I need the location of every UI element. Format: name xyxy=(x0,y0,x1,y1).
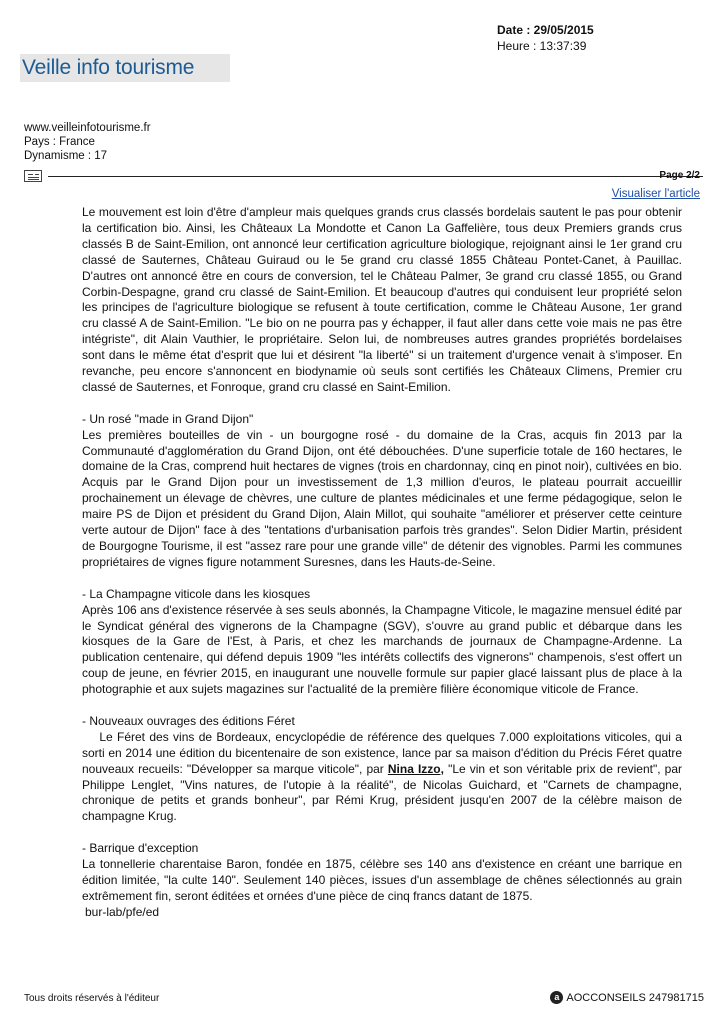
section-champagne xyxy=(82,587,682,698)
aocconseils-logo-icon: a xyxy=(550,991,563,1004)
source-credit: bur-lab/pfe/ed xyxy=(85,904,160,919)
section-text: Le Féret des vins de Bordeaux, encyclopédie de référence des quelques 7.000 exploitations viticoles, qui a sorti en 2014 une édition du bicentenaire de son existence, lance par sa maison d'édition du Précis Féret quatre nouveaux recueils: "Développer sa marque viticole", par xyxy=(82,729,686,776)
article-body xyxy=(82,205,686,921)
document-icon xyxy=(24,170,42,182)
date-block xyxy=(497,22,594,54)
section-heading: - Nouveaux ouvrages des éditions Féret xyxy=(82,713,295,728)
section-heading: - Un rosé "made in Grand Dijon" xyxy=(82,411,254,426)
section-feret xyxy=(82,713,686,825)
section-text: "Le vin et son véritable prix de revient", par Philippe Lenglet, "Vins natures, de l'utopie à la réalité", de Nicolas Guichard, et "Carnets de champagne, chronique de petits et grands bonheur", par Rémi Krug, président jusqu'en 2007 de la célèbre maison de champagne Krug. xyxy=(82,761,682,824)
reference-code: AOCCONSEILS 247981715 xyxy=(566,991,704,1004)
dynamism-label: Dynamisme : 17 xyxy=(24,150,108,162)
publication-logo: Veille info tourisme xyxy=(20,54,230,82)
time-label: Heure : 13:37:39 xyxy=(497,39,587,53)
author-link[interactable]: Nina Izzo, xyxy=(387,761,444,776)
intro-paragraph: Le mouvement est loin d'être d'ampleur mais quelques grands crus classés bordelais sautent le pas pour obtenir la certification bio. Ainsi, les Châteaux La Mondotte et Canon La Gaffelière, tous deux Premiers grands crus classés B de Saint-Emilion, ont annoncé leur certification agriculture biologique, rejoignant ainsi le 1er grand cru classé de Sauternes, Château Guiraud ou le 5e grand cru classé 1855 Château Pontet-Canet, à Pauillac. D'autres ont annoncé être en cours de conversion, tel le Château Palmer, 3e grand cru classé 1855, ou Grand Corbin-Despagne, grand cru classé de Saint-Emilion. Et beaucoup d'autres qui conduisent leur propriété selon les principes de l'agriculture biologique se refusent à toute certification, comme le Château Ausone, 1er grand cru classé A de Saint-Emilion. "Le bio on ne pourra pas y échapper, il faut aller dans cette voie mais ne pas être intégriste", dit Alain Vauthier, le propriétaire. Selon lui, de nombreuses autres grandes propriétés bordelaises sont dans le même état d'esprit que lui et désirent "la liberté" si un traitement d'urgence venait à s'imposer. En revanche, peu encore s'annoncent en biodynamie où seuls sont certifiés les Châteaux Climens, Premier cru classé de Sauternes, et Fonroque, grand cru classé en Saint-Emilion. xyxy=(82,205,682,394)
section-heading: - Barrique d'exception xyxy=(82,841,199,856)
rights-notice: Tous droits réservés à l'éditeur xyxy=(24,993,160,1004)
section-rose xyxy=(82,412,682,571)
section-heading: - La Champagne viticole dans les kiosques xyxy=(82,586,311,601)
date-label: Date : 29/05/2015 xyxy=(497,23,594,37)
section-text: Les premières bouteilles de vin - un bourgogne rosé - du domaine de la Cras, acquis fin 2013 par la Communauté d'agglomération du Grand Dijon, ont été débouchées. D'une superficie totale de 160 hectares, le domaine de la Cras, comprend huit hectares de vignes (trois en chardonnay, cinq en pinot noir), cultivées en bio. Acquis par le Grand Dijon pour un investissement de 1,3 million d'euros, le plateau pourrait accueillir prochainement un élevage de chèvres, une culture de plantes médicinales et une ferme pédagogique, selon le maire PS de Dijon et président du Grand Dijon, Alain Millot, qui souhaite "améliorer et préserver cette ceinture verte autour de Dijon" face à des "tentations d'urbanisation parfois très grandes". Selon Didier Martin, président de Bourgogne Tourisme, il est "assez rare pour une grande ville" de détenir des vignobles. Parmi les communes propriétaires de vignes figure notamment Suresnes, dans les Hauts-de-Seine. xyxy=(82,427,682,569)
country-label: Pays : France xyxy=(24,136,95,148)
section-text: Après 106 ans d'existence réservée à ses seuls abonnés, la Champagne Viticole, le magazine mensuel édité par le Syndicat général des vignerons de la Champagne (SGV), s'ouvre au grand public et débarque dans les kiosques de la Gare de l'Est, à Paris, et chez les marchands de journaux de Champagne-Ardenne. La publication centenaire, qui défend depuis 1909 "les intérêts collectifs des vignerons" champenois, s'est offert un coup de jeune, en février 2015, en inaugurant une nouvelle formule sur papier glacé laissant plus de place à la photographie et aux sujets magazines sur l'actualité de la première filière économique viticole de France. xyxy=(82,602,682,697)
section-text: La tonnellerie charentaise Baron, fondée en 1875, célèbre ses 140 ans d'existence en créant une barrique en édition limitée, "la culte 140". Seulement 140 pièces, issues d'un assemblage de chênes sélectionnés au grain extrêmement fin, seront éditées et ornées d'une pièce de cinq francs datant de 1875. xyxy=(82,857,682,903)
page-number: Page 2/2 xyxy=(659,170,700,181)
header-divider xyxy=(48,176,703,177)
footer-reference xyxy=(550,991,704,1004)
view-article-link[interactable]: Visualiser l'article xyxy=(611,188,700,200)
section-barrique xyxy=(82,841,682,921)
site-url: www.veilleinfotourisme.fr xyxy=(24,122,151,134)
publication-meta xyxy=(24,121,151,163)
